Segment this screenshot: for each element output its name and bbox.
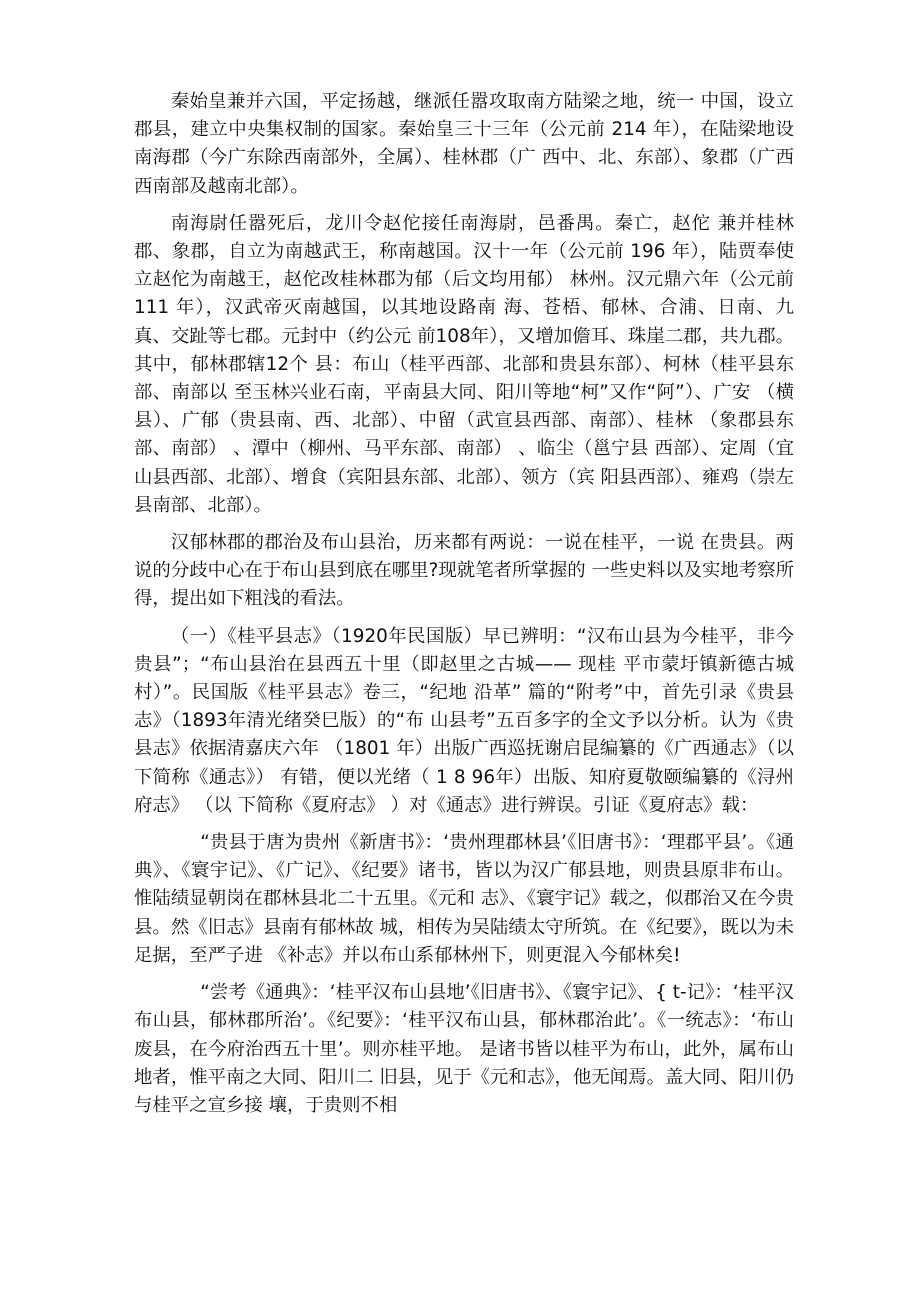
paragraph-qin-unification: 秦始皇兼并六国，平定扬越，继派任嚣攻取南方陆梁之地，统一 中国，设立郡县，建立中央集权制的国家。秦始皇三十三年（公元前 214 年），在陆梁地设南海郡（今广东除西南部外，全属）、桂林郡（广 西中、北、东部）、象郡（广西西南部及越南北部）。 — [134, 91, 794, 197]
paragraph-guiping-gazetteer: （一）《桂平县志》（1920年民国版）早已辨明：“汉布山县为今桂平，非今贵县”；“布山县治在县西五十里（即赵里之古城—— 现桂 平市蒙圩镇新德古城村）”。民国版《桂平县志》卷三，“纪地 沿革” 篇的“附考”中，首先引录《贵县志》（1893年清光绪癸巳版）的“布 山县考”五百多字的全文予以分析。认为《贵县志》依据清嘉庆六年 （1801 年）出版广西巡抚谢启昆编纂的《广西通志》（以下简称《通志》） 有错，便以光绪（ 1 8 96年）出版、知府夏敬颐编纂的《浔州府志》 （以 下简称《夏府志》 ）对《通志》进行辨误。引证《夏府志》载： — [134, 625, 794, 816]
quote-tongdian-research: “尝考《通典》：‘桂平汉布山县地’《旧唐书》、《寰宇记》、{ t-记》：‘桂平汉布山县，郁林郡所治’。《纪要》：‘桂平汉布山县，郁林郡治此’。《一统志》：‘布山废县，在今府治西五十里’。则亦桂平地。 是诸书皆以桂平为布山，此外，属布山地者，惟平南之大同、阳川二 旧县，见于《元和志》，他无闻焉。盖大同、阳川仍与桂平之宣乡接 壤，于贵则不相 — [134, 982, 794, 1116]
paragraph-nanyue-kingdom: 南海尉任嚣死后，龙川令赵佗接任南海尉，邑番禺。秦亡，赵佗 兼并桂林郡、象郡，自立为南越武王，称南越国。汉十一年（公元前 196 年），陆贾奉使立赵佗为南越王，赵佗改桂林郡为郁（后文均用郁） 林州。汉元鼎六年（公元前 111 年），汉武帝灭南越国，以其地设路南 海、苍梧、郁林、合浦、日南、九真、交趾等七郡。元封中（约公元 前108年），又增加儋耳、珠崖二郡，共九郡。其中，郁林郡辖12个 县：布山（桂平西部、北部和贵县东部）、柯林（桂平县东部、南部以 至玉林兴业石南，平南县大同、阳川等地“柯”又作“阿”）、广安 （横县）、广郁（贵县南、西、北部）、中留（武宣县西部、南部）、桂林 （象郡县东部、南部） 、潭中（柳州、马平东部、南部） 、临尘（邕宁县 西部）、定周（宜山县西部、北部）、增食（宾阳县东部、北部）、领方（宾 阳县西部）、雍鸡（崇左县南部、北部）。 — [134, 212, 794, 516]
quote-guixian-history: “贵县于唐为贵州《新唐书》：‘贵州理郡林县’《旧唐书》：‘理郡平县’。《通典》、《寰宇记》、《广记》、《纪要》诸书，皆以为汉广郁县地，则贵县原非布山。惟陆绩显朝岗在郡林县北二十五里。《元和 志》、《寰宇记》载之，似郡治又在今贵县。然《旧志》县南有郁林故 城，相传为吴陆绩太守所筑。在《纪要》，既以为未足据，至严子进 《补志》并以布山系郁林州下，则更混入今郁林矣! — [134, 832, 794, 966]
paragraph-two-theories: 汉郁林郡的郡治及布山县治，历来都有两说：一说在桂平，一说 在贵县。两说的分歧中心在于布山县到底在哪里?现就笔者所掌握的 一些史料以及实地考察所得，提出如下粗浅的看法。 — [134, 532, 794, 610]
document-page — [134, 88, 794, 1129]
